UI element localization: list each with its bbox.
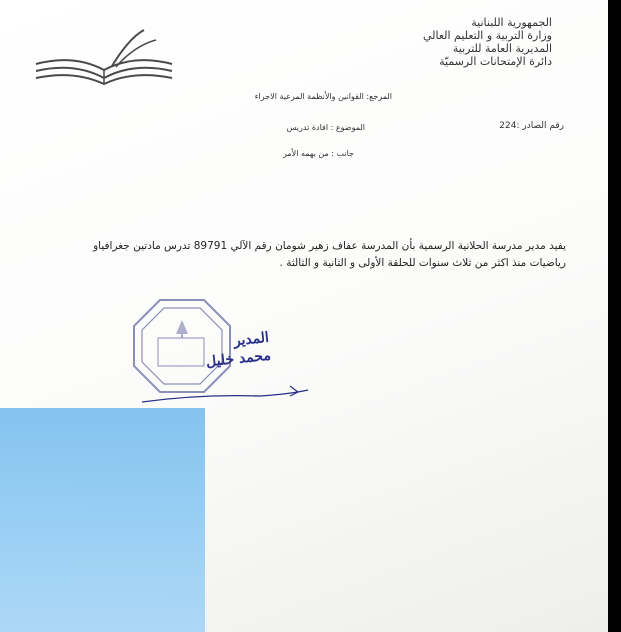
body-line: يفيد مدير مدرسة الحلانية الرسمية بأن المدرسة عفاف زهير شومان رقم الآلي 89791 تدرس مادتين جغرافياو	[93, 240, 566, 252]
letterhead-line: الجمهورية اللبنانية	[471, 16, 552, 29]
reference-line: المرجع: القوانين والأنظمة المرعية الاجراء	[254, 92, 392, 101]
open-book-logo-icon	[34, 26, 174, 86]
outgoing-number: رقم الصادر :224	[499, 121, 564, 131]
signature-stroke-icon	[140, 370, 310, 410]
signature-name: محمد خليل	[205, 347, 272, 371]
letterhead	[312, 16, 552, 68]
signature-title: المدير	[232, 329, 270, 350]
director-signature	[203, 329, 271, 372]
subject-line: الموضوع : افادة تدريس	[286, 123, 365, 132]
blue-obstruction	[0, 408, 205, 632]
letterhead-line: دائرة الإمتحانات الرسميّة	[439, 55, 552, 68]
addressee-line: جانب : من يهمه الأمر	[282, 149, 354, 158]
letterhead-line: المديرية العامة للتربية	[452, 42, 552, 55]
certificate-body	[32, 238, 566, 272]
letterhead-line: وزارة التربية و التعليم العالي	[422, 29, 552, 42]
body-line: رياضيات منذ اكثر من ثلاث سنوات للحلقة الأولى و الثانية و الثالثة .	[279, 257, 566, 269]
